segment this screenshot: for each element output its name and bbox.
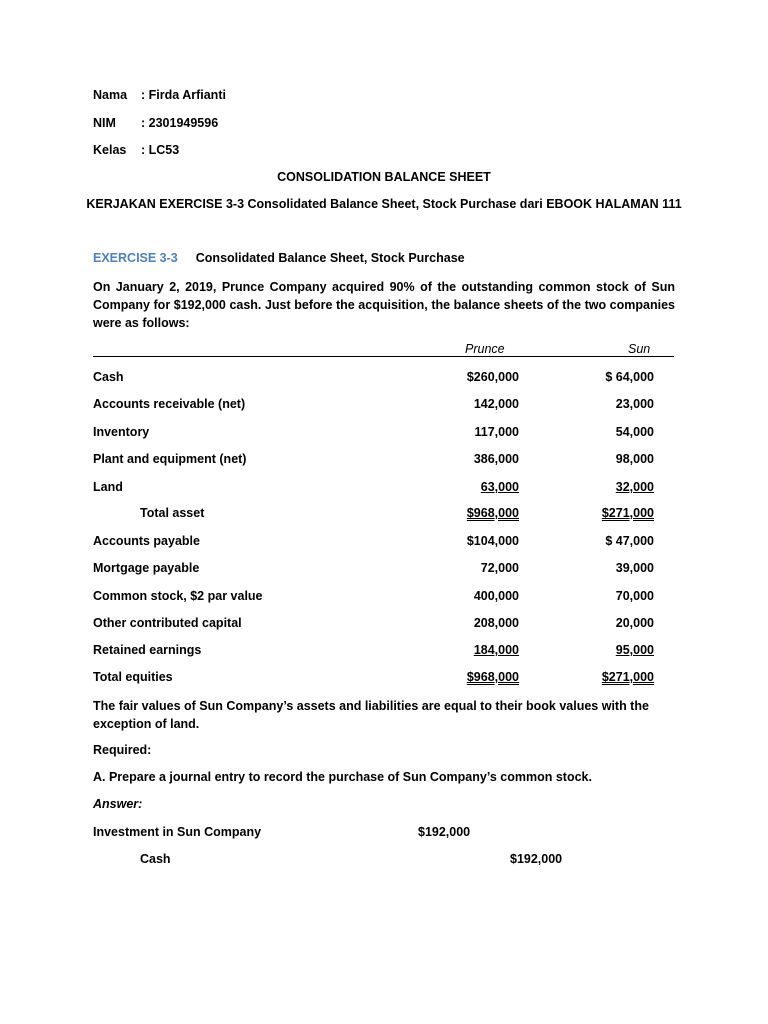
table-row-label: Accounts receivable (net): [93, 397, 246, 411]
exercise-title: Consolidated Balance Sheet, Stock Purchase: [195, 251, 465, 265]
table-cell-sun: [570, 643, 654, 657]
page-title: CONSOLIDATION BALANCE SHEET: [277, 170, 491, 184]
table-row-label: Inventory: [93, 425, 150, 439]
table-cell-prunce: 117,000: [474, 425, 519, 439]
table-row-label: Land: [93, 480, 123, 494]
table-row-label: Common stock, $2 par value: [93, 589, 263, 603]
table-header-rule: [93, 356, 674, 357]
table-cell-prunce: $104,000: [466, 534, 519, 548]
table-cell-sun-value: $271,000: [601, 670, 654, 684]
table-cell-prunce-value: $968,000: [466, 506, 519, 520]
exercise-number: EXERCISE 3-3: [93, 251, 178, 265]
journal-debit-amount: $192,000: [418, 825, 471, 839]
student-kelas-line: [93, 143, 179, 157]
table-cell-prunce: [430, 670, 519, 684]
table-cell-sun: [570, 480, 654, 494]
name-value: : Firda Arfianti: [141, 88, 226, 102]
table-cell-sun: [570, 670, 654, 684]
table-cell-sun: 23,000: [615, 397, 654, 411]
table-row-label: Plant and equipment (net): [93, 452, 247, 466]
nim-value: : 2301949596: [141, 116, 219, 130]
table-cell-prunce: 72,000: [480, 561, 519, 575]
student-name-line: [93, 88, 226, 102]
table-cell-prunce: [430, 506, 519, 520]
table-row-label: Other contributed capital: [93, 616, 242, 630]
fair-value-note: The fair values of Sun Company’s assets and liabilities are equal to their book values with the exception of land.: [93, 699, 649, 731]
kelas-label: Kelas: [93, 143, 127, 157]
table-cell-prunce: $260,000: [466, 370, 519, 384]
answer-label: Answer:: [93, 797, 143, 811]
table-row-label: Retained earnings: [93, 643, 202, 657]
table-cell-sun: 39,000: [615, 561, 654, 575]
table-cell-prunce: 386,000: [473, 452, 519, 466]
table-cell-prunce: 142,000: [473, 397, 519, 411]
table-cell-prunce: [430, 480, 519, 494]
exercise-intro: On January 2, 2019, Prunce Company acquired 90% of the outstanding common stock of Sun Company for $192,000 cash. Just before the acquisition, the balance sheets of the two companies were as follows:: [93, 280, 675, 330]
table-row-label: Cash: [93, 370, 124, 384]
table-cell-sun-value: $271,000: [601, 506, 654, 520]
journal-credit-amount: $192,000: [510, 852, 563, 866]
table-cell-sun: 98,000: [615, 452, 654, 466]
table-cell-sun: [570, 506, 654, 520]
table-cell-sun: 70,000: [615, 589, 654, 603]
table-cell-prunce: 208,000: [473, 616, 519, 630]
table-cell-sun-value: 32,000: [615, 480, 654, 494]
assignment-instruction: KERJAKAN EXERCISE 3-3 Consolidated Balance Sheet, Stock Purchase dari EBOOK HALAMAN 111: [86, 197, 682, 211]
table-cell-sun: 54,000: [615, 425, 654, 439]
column-header-prunce: Prunce: [465, 342, 505, 356]
table-cell-prunce-value: 184,000: [473, 643, 519, 657]
table-cell-sun: 20,000: [615, 616, 654, 630]
table-cell-prunce: [430, 643, 519, 657]
journal-account-credit: Cash: [140, 852, 171, 866]
table-row-label-total: Total asset: [140, 506, 205, 520]
table-cell-sun-value: 95,000: [615, 643, 654, 657]
table-cell-prunce-value: 63,000: [480, 480, 519, 494]
table-cell-prunce-value: $968,000: [466, 670, 519, 684]
table-row-label: Total equities: [93, 670, 173, 684]
name-label: Nama: [93, 88, 128, 102]
table-cell-prunce: 400,000: [473, 589, 519, 603]
table-row-label: Mortgage payable: [93, 561, 200, 575]
table-cell-sun: $ 64,000: [605, 370, 654, 384]
required-label: Required:: [93, 743, 152, 757]
column-header-sun: Sun: [628, 342, 651, 356]
question-a: A. Prepare a journal entry to record the purchase of Sun Company’s common stock.: [93, 770, 592, 784]
exercise-heading: [93, 251, 465, 265]
nim-label: NIM: [93, 116, 116, 130]
journal-account-debit: Investment in Sun Company: [93, 825, 262, 839]
kelas-value: : LC53: [141, 143, 180, 157]
student-nim-line: [93, 116, 218, 130]
table-cell-sun: $ 47,000: [605, 534, 654, 548]
table-row-label: Accounts payable: [93, 534, 200, 548]
